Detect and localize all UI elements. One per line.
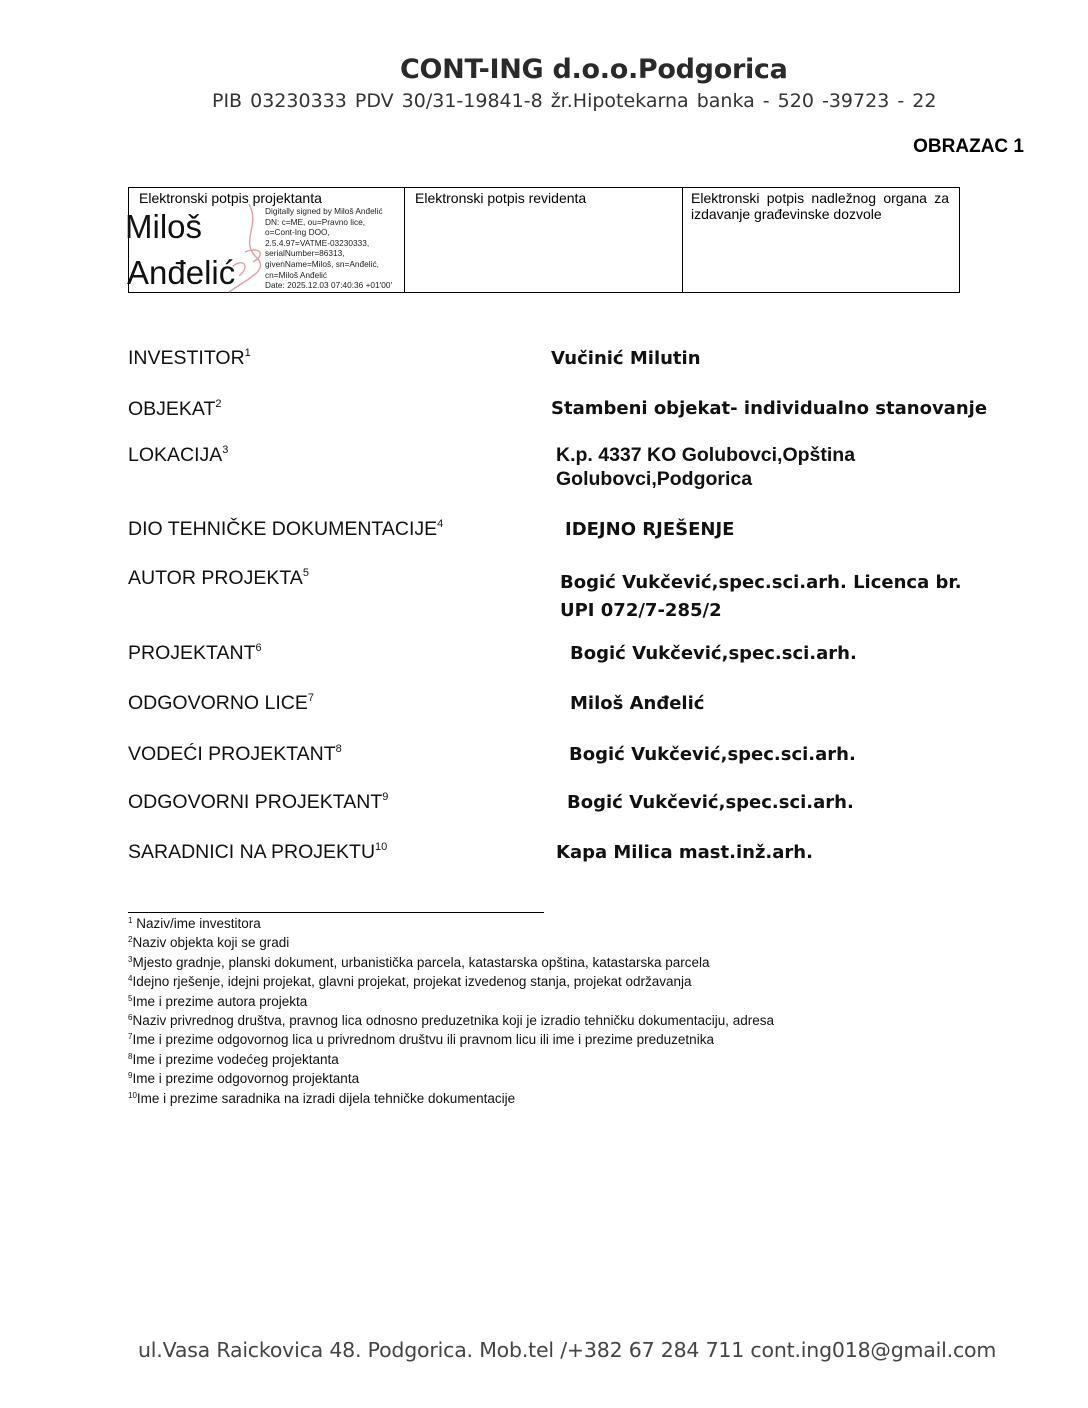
signature-detail-line: serialNumber=86313, xyxy=(265,248,345,259)
signature-table xyxy=(125,187,960,293)
investor-label: INVESTITOR$^1$ xyxy=(128,347,251,369)
reviewer-signature-cell xyxy=(405,188,683,292)
signature-detail-line: cn=Miloš Anđelić xyxy=(265,269,328,280)
designer-value: Bogić Vukčević,spec.sci.arh. xyxy=(570,643,857,664)
footnote: $^3$Mjesto gradnje, planski dokument, urbanistička parcela, katastarska opština, katastarska parcela xyxy=(128,954,710,970)
reviewer-signature-title: Elektronski potpis revidenta xyxy=(415,190,587,206)
responsible-person-value: Miloš Anđelić xyxy=(570,693,705,714)
signature-detail-line: Date: 2025.12.03 07:40:36 +01'00' xyxy=(265,280,393,291)
location-value-line1: K.p. 4337 KO Golubovci,Opština xyxy=(556,444,856,466)
footnote: $^{10}$Ime i prezime saradnika na izradi dijela tehničke dokumentacije xyxy=(128,1090,516,1106)
responsible-person-label: ODGOVORNO LICE$^7$ xyxy=(128,692,314,714)
collaborators-label: SARADNICI NA PROJEKTU$^{10}$ xyxy=(128,841,388,863)
lead-designer-label: VODEĆI PROJEKTANT$^8$ xyxy=(128,743,342,765)
object-label: OBJEKAT$^2$ xyxy=(128,398,222,420)
company-name: CONT-ING d.o.o.Podgorica xyxy=(400,54,788,85)
collaborators-value: Kapa Milica mast.inž.arh. xyxy=(556,842,813,863)
designer-label: PROJEKTANT$^6$ xyxy=(128,642,262,664)
footnote: $^6$Naziv privrednog društva, pravnog lica odnosno preduzetnika koji je izradio tehničku dokumentaciju, adresa xyxy=(128,1013,775,1029)
signature-detail-line: DN: c=ME, ou=Pravno lice, xyxy=(265,216,366,227)
signer-first-name: Miloš xyxy=(125,208,203,245)
form-label: OBRAZAC 1 xyxy=(913,136,1024,157)
project-author-value-line1: Bogić Vukčević,spec.sci.arh. Licenca br. xyxy=(560,572,962,593)
company-registration-line: PIB 03230333 PDV 30/31-19841-8 žr.Hipotekarna banka - 520 -39723 - 22 xyxy=(212,90,937,112)
authority-signature-title: Elektronski potpis nadležnog organa za izdavanje građevinske dozvole xyxy=(691,190,949,222)
documentation-part-value: IDEJNO RJEŠENJE xyxy=(565,519,735,540)
lead-designer-value: Bogić Vukčević,spec.sci.arh. xyxy=(569,744,856,765)
footnote: $^9$Ime i prezime odgovornog projektanta xyxy=(128,1071,360,1087)
footnotes xyxy=(128,913,774,1107)
footnote: $^5$Ime i prezime autora projekta xyxy=(128,993,308,1009)
signature-detail-line: Digitally signed by Miloš Anđelić xyxy=(265,206,383,216)
designer-signature-cell xyxy=(125,188,405,292)
investor-value: Vučinić Milutin xyxy=(551,348,701,369)
project-author-label: AUTOR PROJEKTA$^5$ xyxy=(128,567,309,589)
footnote: $^1$ Naziv/ime investitora xyxy=(128,916,261,931)
footnote: $^7$Ime i prezime odgovornog lica u privrednom društvu ili pravnom licu ili ime i prezime preduzetnika xyxy=(128,1032,714,1048)
location-value-line2: Golubovci,Podgorica xyxy=(556,468,753,490)
footnote: $^8$Ime i prezime vodećeg projektanta xyxy=(128,1051,339,1067)
signature-detail-line: o=Cont-Ing DOO, xyxy=(265,227,330,238)
responsible-designer-value: Bogić Vukčević,spec.sci.arh. xyxy=(567,792,854,813)
footnote: $^4$Idejno rješenje, idejni projekat, glavni projekat, projekat izvedenog stanja, projekat održavanja xyxy=(128,974,692,990)
signer-last-name: Anđelić xyxy=(127,254,236,291)
documentation-part-label: DIO TEHNIČKE DOKUMENTACIJE$^4$ xyxy=(128,518,444,540)
responsible-designer-label: ODGOVORNI PROJEKTANT$^9$ xyxy=(128,791,389,813)
location-label: LOKACIJA$^3$ xyxy=(128,444,229,466)
digital-signature-details xyxy=(265,206,392,291)
project-author-value-line2: UPI 072/7-285/2 xyxy=(560,600,722,621)
object-value: Stambeni objekat- individualno stanovanje xyxy=(551,398,988,419)
authority-signature-cell xyxy=(683,188,959,292)
signature-detail-line: 2.5.4.97=VATME-03230333, xyxy=(265,237,370,248)
footnote: $^2$Naziv objekta koji se gradi xyxy=(128,935,290,951)
company-contact-footer: ul.Vasa Raickovica 48. Podgorica. Mob.tel /+382 67 284 711 cont.ing018@gmail.com xyxy=(138,1338,997,1362)
signature-detail-line: givenName=Miloš, sn=Anđelić, xyxy=(265,258,379,269)
designer-signature-title: Elektronski potpis projektanta xyxy=(139,190,322,206)
